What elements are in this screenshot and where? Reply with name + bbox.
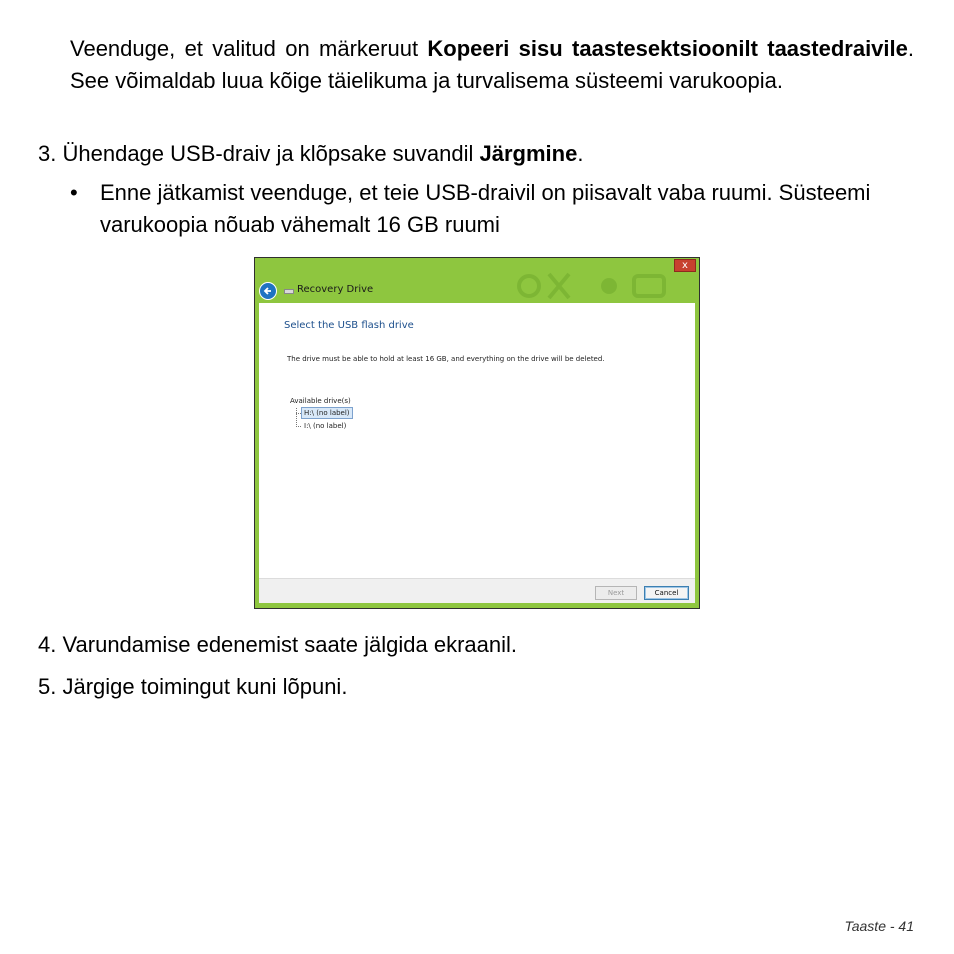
- next-button[interactable]: Next: [595, 586, 637, 600]
- intro-paragraph: [70, 33, 914, 97]
- recovery-drive-screenshot: [254, 257, 700, 609]
- step-5: [38, 671, 347, 703]
- bullet-symbol: •: [70, 180, 78, 205]
- back-arrow-icon[interactable]: [259, 282, 277, 300]
- bullet-text: Enne jätkamist veenduge, et teie USB-draivil on piisavalt vaba ruumi. Süsteemi varukoopia nõuab vähemalt 16 GB ruumi: [100, 180, 871, 237]
- cancel-button[interactable]: Cancel: [644, 586, 689, 600]
- step-3-text: Ühendage USB-draiv ja klõpsake suvandil: [62, 141, 480, 166]
- wizard-heading: Select the USB flash drive: [284, 320, 414, 331]
- step-3-bold: Järgmine: [479, 141, 578, 166]
- step-3: [38, 138, 583, 170]
- wizard-content: [259, 303, 695, 578]
- intro-bold-option: Kopeeri sisu taastesektsioonilt taastedraivile: [427, 36, 908, 61]
- intro-text-end: . See võimaldab luua kõige täielikuma ja turvalisema süsteemi varukoopia.: [70, 36, 914, 93]
- page-footer: Taaste - 41: [844, 918, 914, 934]
- drive-icon: [284, 289, 294, 294]
- step-3-end: .: [577, 141, 584, 166]
- step-4-text: Varundamise edenemist saate jälgida ekraanil.: [62, 632, 518, 657]
- step-4-number: 4.: [38, 632, 57, 657]
- available-drives-label: Available drive(s): [290, 397, 351, 405]
- step-4: [38, 629, 517, 661]
- step-3-number: 3.: [38, 141, 57, 166]
- intro-text-start: Veenduge, et valitud on märkeruut: [70, 36, 428, 61]
- step-5-number: 5.: [38, 674, 57, 699]
- background-decoration: [509, 266, 679, 306]
- wizard-description: The drive must be able to hold at least 16 GB, and everything on the drive will be deleted.: [287, 355, 605, 363]
- tree-branch: [296, 426, 301, 427]
- drive-item-i[interactable]: I:\ (no label): [304, 422, 347, 430]
- drive-item-h[interactable]: H:\ (no label): [301, 407, 353, 419]
- step-5-text: Järgige toimingut kuni lõpuni.: [62, 674, 348, 699]
- tree-line: [296, 408, 297, 427]
- window-title: Recovery Drive: [297, 284, 374, 295]
- wizard-button-bar: [259, 578, 695, 603]
- close-button[interactable]: x: [674, 259, 696, 272]
